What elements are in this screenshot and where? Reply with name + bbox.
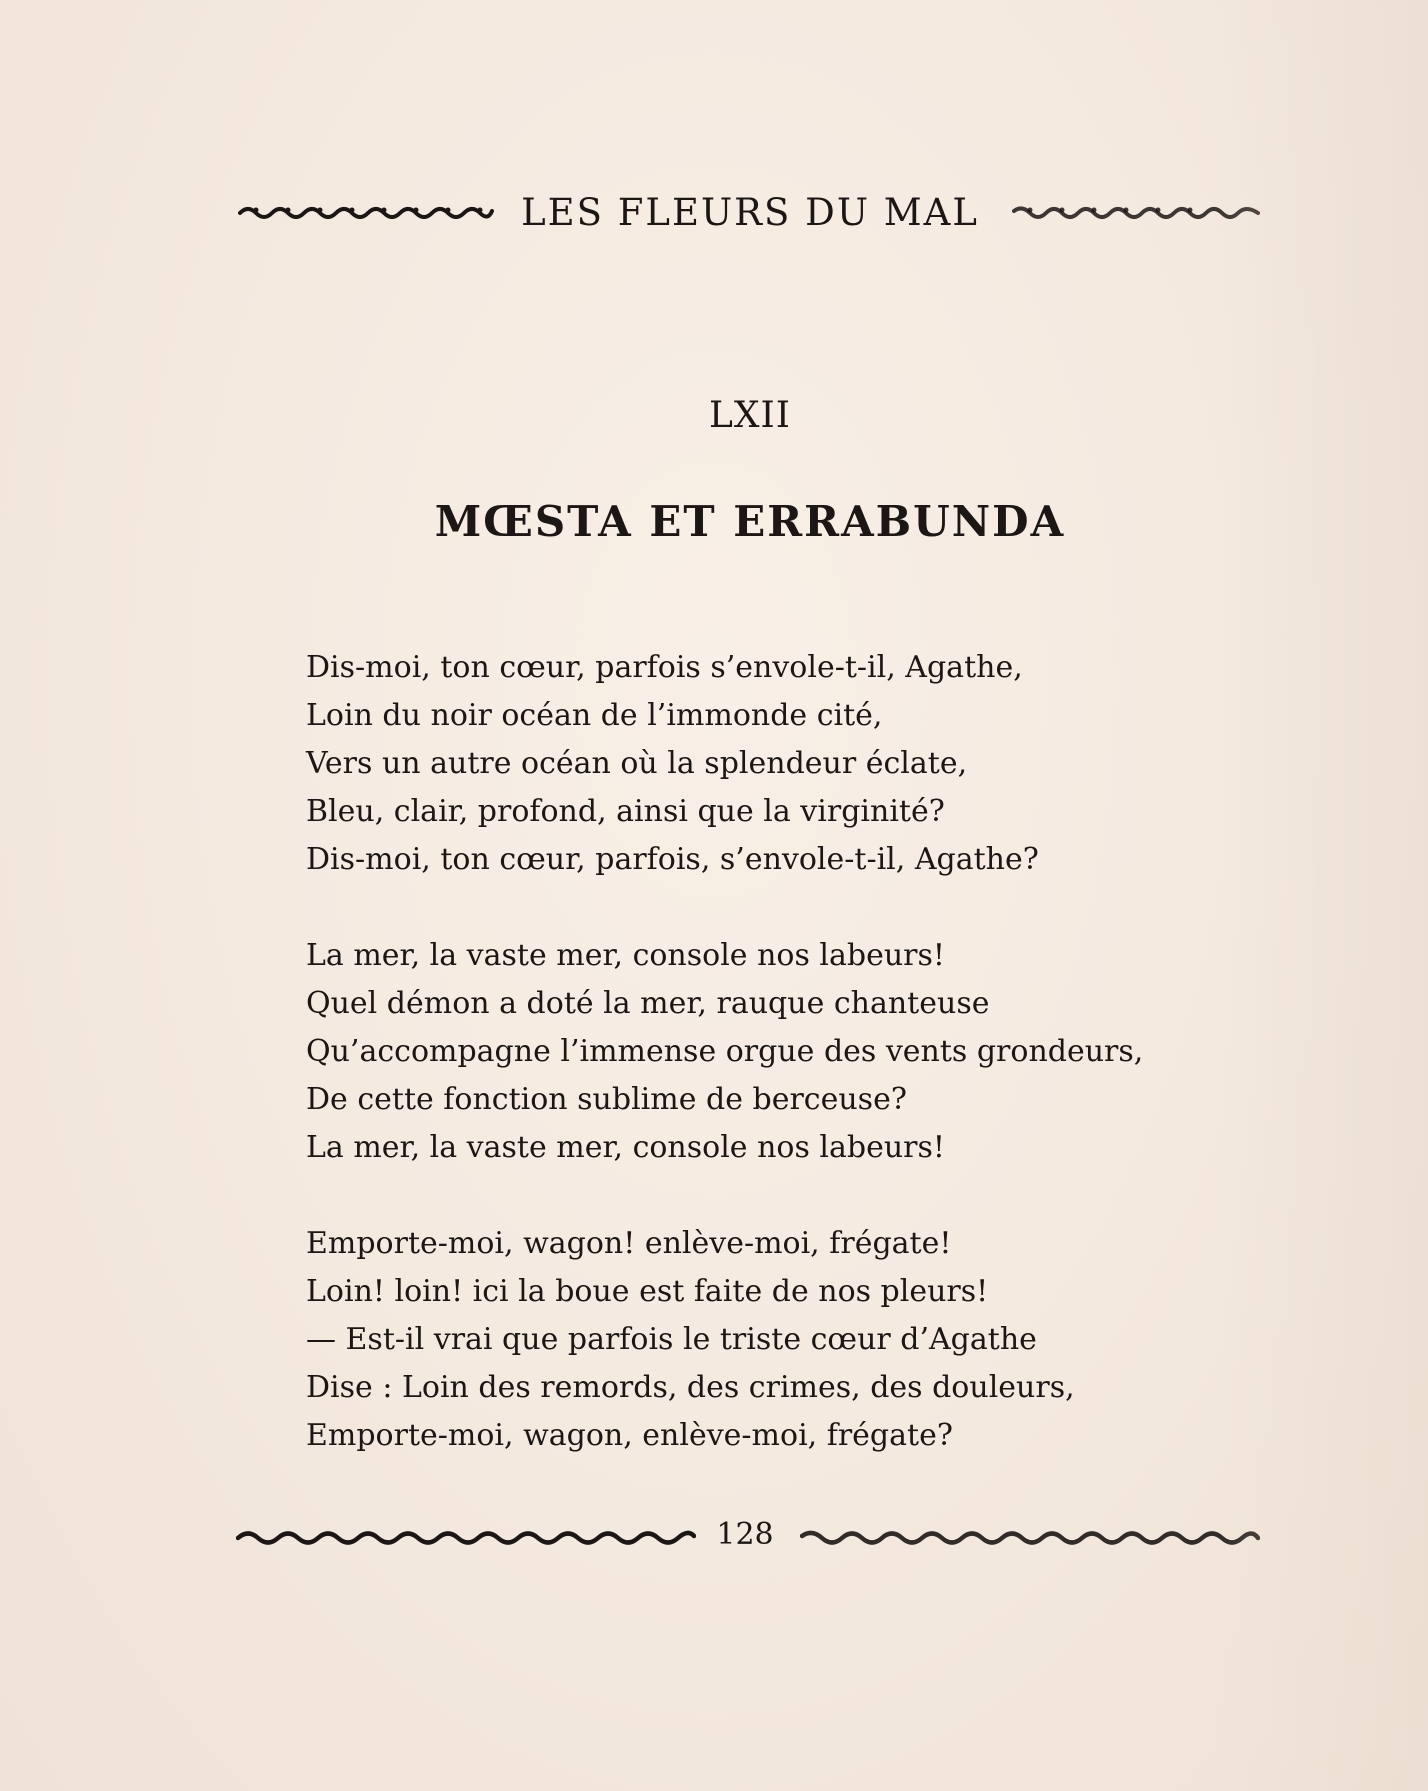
verse-line: Loin! loin! ici la boue est faite de nos pleurs! (306, 1274, 989, 1309)
verse-line: Loin du noir océan de l’immonde cité, (306, 698, 883, 733)
running-head (0, 188, 1428, 238)
verse-line: Emporte-moi, wagon, enlève-moi, frégate? (306, 1418, 953, 1453)
left-footer-ornament (236, 1527, 696, 1545)
left-vine-ornament (238, 204, 494, 222)
verse-line: Bleu, clair, profond, ainsi que la virginité? (306, 794, 945, 829)
stanza-1 (306, 644, 1246, 884)
page-footer (0, 1515, 1428, 1555)
verse-line: Vers un autre océan où la splendeur éclate, (306, 746, 968, 781)
verse-line: Qu’accompagne l’immense orgue des vents grondeurs, (306, 1034, 1144, 1069)
verse-line: Emporte-moi, wagon! enlève-moi, frégate! (306, 1226, 952, 1261)
verse-line: La mer, la vaste mer, console nos labeurs! (306, 938, 945, 973)
poem-number: LXII (709, 395, 791, 436)
running-head-title: LES FLEURS DU MAL (521, 191, 979, 234)
verse-line: Dise : Loin des remords, des crimes, des douleurs, (306, 1370, 1075, 1405)
verse-line: — Est-il vrai que parfois le triste cœur d’Agathe (306, 1322, 1037, 1357)
verse-line: La mer, la vaste mer, console nos labeurs! (306, 1130, 945, 1165)
verse-line: Dis-moi, ton cœur, parfois s’envole-t-il, Agathe, (306, 650, 1023, 685)
verse-line: Quel démon a doté la mer, rauque chanteuse (306, 986, 990, 1021)
verse-line: De cette fonction sublime de berceuse? (306, 1082, 907, 1117)
stanza-3 (306, 1220, 1246, 1460)
right-vine-ornament (1012, 204, 1262, 222)
verse-line: Dis-moi, ton cœur, parfois, s’envole-t-il, Agathe? (306, 842, 1039, 877)
stanza-2 (306, 932, 1246, 1172)
page-number: 128 (716, 1517, 774, 1552)
poem-title: MŒSTA ET ERRABUNDA (434, 497, 1066, 546)
right-footer-ornament (800, 1527, 1260, 1545)
